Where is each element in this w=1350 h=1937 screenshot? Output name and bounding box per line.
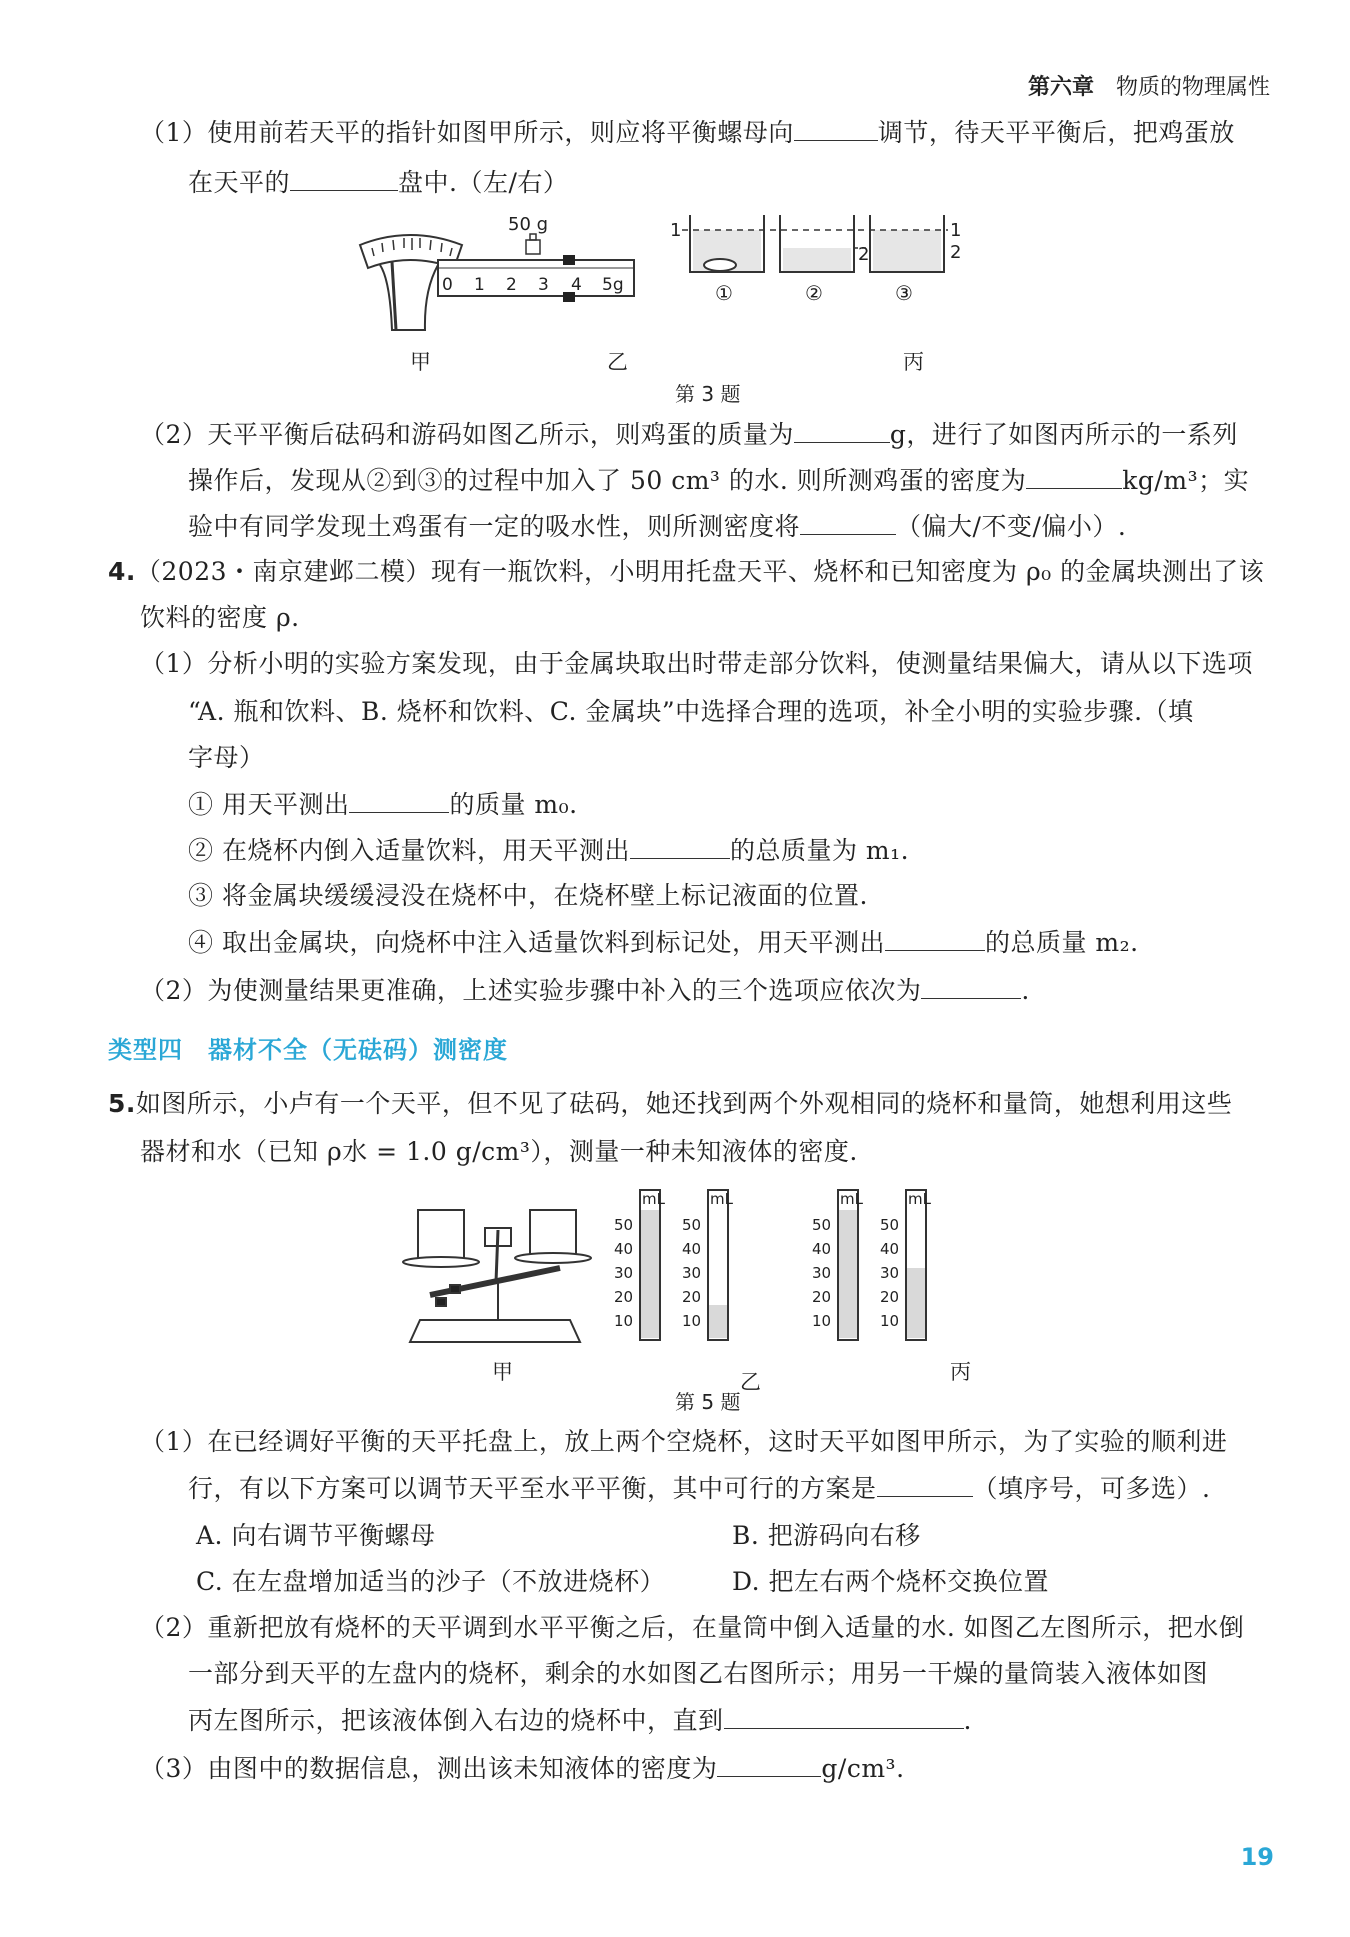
q4-step3: ③ 将金属块缓缓浸没在烧杯中，在烧杯壁上标记液面的位置. [188,881,868,910]
option-a: A. 向右调节平衡螺母 [196,1521,436,1550]
answer-blank[interactable] [349,786,449,813]
q5-line2: 器材和水（已知 ρ水 = 1.0 g/cm³），测量一种未知液体的密度. [140,1137,858,1166]
svg-text:20: 20 [614,1288,634,1306]
option-c: C. 在左盘增加适当的沙子（不放进烧杯） [196,1567,666,1596]
answer-blank[interactable] [1026,462,1122,489]
svg-text:10: 10 [812,1312,832,1330]
answer-blank[interactable] [877,1470,973,1497]
fig3-label-yi: 乙 [607,350,628,374]
page-number: 19 [1240,1843,1274,1871]
q5-part2-line2: 一部分到天平的左盘内的烧杯，剩余的水如图乙右图所示；用另一干燥的量筒装入液体如图 [188,1659,1209,1688]
svg-text:20: 20 [812,1288,832,1306]
fig5-label-yi: 乙 [740,1370,761,1394]
q5-part1-line2: 行，有以下方案可以调节天平至水平平衡，其中可行的方案是 （填序号，可多选）. [188,1470,1210,1507]
graduated-cylinder [708,1190,728,1340]
chapter-title: 物质的物理属性 [1115,75,1270,100]
q5-part1-line1: （1）在已经调好平衡的天平托盘上，放上两个空烧杯，这时天平如图甲所示，为了实验的顺利进 [140,1427,1228,1456]
svg-text:4: 4 [571,275,582,295]
fig3-label-jia: 甲 [410,350,431,374]
q3-part1-line1: （1）使用前若天平的指针如图甲所示，则应将平衡螺母向 调节，待天平平衡后，把鸡蛋放 [140,114,1235,151]
figure-3-caption: 第 3 题 [675,382,741,406]
q4-part1-line3: 字母） [188,743,265,772]
svg-text:30: 30 [682,1264,702,1282]
q5-part2-line1: （2）重新把放有烧杯的天平调到水平平衡之后，在量筒中倒入适量的水. 如图乙左图所示，把水倒 [140,1613,1245,1642]
fig5-label-bing: 丙 [950,1360,971,1384]
q4-line2: 饮料的密度 ρ. [140,603,300,632]
answer-blank[interactable] [885,924,985,951]
option-b: B. 把游码向右移 [732,1521,921,1550]
answer-blank[interactable] [794,114,878,141]
svg-text:③: ③ [895,281,913,305]
svg-text:mL: mL [908,1190,931,1208]
q3-part2-line2: 操作后，发现从②到③的过程中加入了 50 cm³ 的水. 则所测鸡蛋的密度为 kg/m³；实 [188,462,1249,499]
svg-text:2: 2 [506,275,517,295]
answer-blank[interactable] [290,164,398,191]
svg-text:10: 10 [682,1312,702,1330]
q4-line1: 4.（2023・南京建邺二模）现有一瓶饮料，小明用托盘天平、烧杯和已知密度为 ρ₀ 的金属块测出了该 [108,557,1265,586]
svg-text:30: 30 [812,1264,832,1282]
svg-text:20: 20 [880,1288,900,1306]
answer-blank[interactable] [724,1702,964,1729]
rider-scale-figure [438,214,634,302]
svg-text:②: ② [805,281,823,305]
fig3-label-bing: 丙 [903,350,924,374]
graduated-cylinder [838,1190,858,1340]
svg-text:30: 30 [614,1264,634,1282]
q3-part1-line2: 在天平的 盘中.（左/右） [188,164,568,201]
answer-blank[interactable] [717,1750,821,1777]
option-d: D. 把左右两个烧杯交换位置 [732,1567,1050,1596]
beakers-figure [670,215,961,305]
svg-text:①: ① [715,281,733,305]
svg-text:3: 3 [538,275,549,295]
q4-part1-line1: （1）分析小明的实验方案发现，由于金属块取出时带走部分饮料，使测量结果偏大，请从以下选项 [140,649,1253,678]
answer-blank[interactable] [794,416,890,443]
answer-blank[interactable] [800,508,896,535]
svg-text:50: 50 [812,1216,832,1234]
figure-5-caption: 第 5 题 [675,1390,741,1414]
q4-part1-line2: “A. 瓶和饮料、B. 烧杯和饮料、C. 金属块”中选择合理的选项，补全小明的实验步骤.（填 [188,697,1194,726]
cylinders-figure [614,1190,932,1340]
svg-text:mL: mL [642,1190,665,1208]
svg-text:mL: mL [710,1190,733,1208]
svg-text:30: 30 [880,1264,900,1282]
svg-text:2: 2 [858,244,870,265]
answer-blank[interactable] [921,972,1021,999]
graduated-cylinder [906,1190,926,1340]
svg-text:10: 10 [880,1312,900,1330]
svg-text:1: 1 [474,275,485,295]
weight-label: 50 g [508,214,549,235]
svg-text:50: 50 [880,1216,900,1234]
answer-blank[interactable] [630,832,730,859]
section-heading: 类型四 器材不全（无砝码）测密度 [108,1036,508,1064]
svg-text:40: 40 [682,1240,702,1258]
svg-text:1: 1 [950,220,962,241]
svg-text:10: 10 [614,1312,634,1330]
q4-step2: ② 在烧杯内倒入适量饮料，用天平测出 的总质量为 m₁. [188,832,909,869]
question-number: 5. [108,1089,136,1118]
svg-text:50: 50 [682,1216,702,1234]
chapter-number: 第六章 [1027,75,1094,100]
fig5-label-jia: 甲 [492,1360,513,1384]
question-number: 4. [108,557,136,586]
svg-text:40: 40 [812,1240,832,1258]
q5-part2-line3: 丙左图所示，把该液体倒入右边的烧杯中，直到 . [188,1702,972,1739]
q5-line1: 5.如图所示，小卢有一个天平，但不见了砝码，她还找到两个外观相同的烧杯和量筒，她想利用这些 [108,1089,1233,1118]
figure-5 [390,1180,1030,1350]
q3-part2-line1: （2）天平平衡后砝码和游码如图乙所示，则鸡蛋的质量为 g，进行了如图丙所示的一系列 [140,416,1238,453]
figure-3 [350,210,1060,350]
svg-text:0: 0 [442,275,453,295]
svg-text:2: 2 [950,242,962,263]
svg-text:40: 40 [614,1240,634,1258]
q4-step4: ④ 取出金属块，向烧杯中注入适量饮料到标记处，用天平测出 的总质量 m₂. [188,924,1139,961]
q4-part2: （2）为使测量结果更准确，上述实验步骤中补入的三个选项应依次为 . [140,972,1030,1009]
chapter-header [1028,70,1270,101]
q4-step1: ① 用天平测出 的质量 m₀. [188,786,578,823]
svg-text:20: 20 [682,1288,702,1306]
svg-text:mL: mL [840,1190,863,1208]
graduated-cylinder [640,1190,660,1340]
svg-text:40: 40 [880,1240,900,1258]
svg-text:1: 1 [670,220,682,241]
svg-text:5g: 5g [602,275,624,295]
balance-figure [403,1210,591,1342]
svg-text:50: 50 [614,1216,634,1234]
q5-part3: （3）由图中的数据信息，测出该未知液体的密度为 g/cm³. [140,1750,905,1787]
q3-part2-line3: 验中有同学发现土鸡蛋有一定的吸水性，则所测密度将 （偏大/不变/偏小）. [188,508,1126,545]
